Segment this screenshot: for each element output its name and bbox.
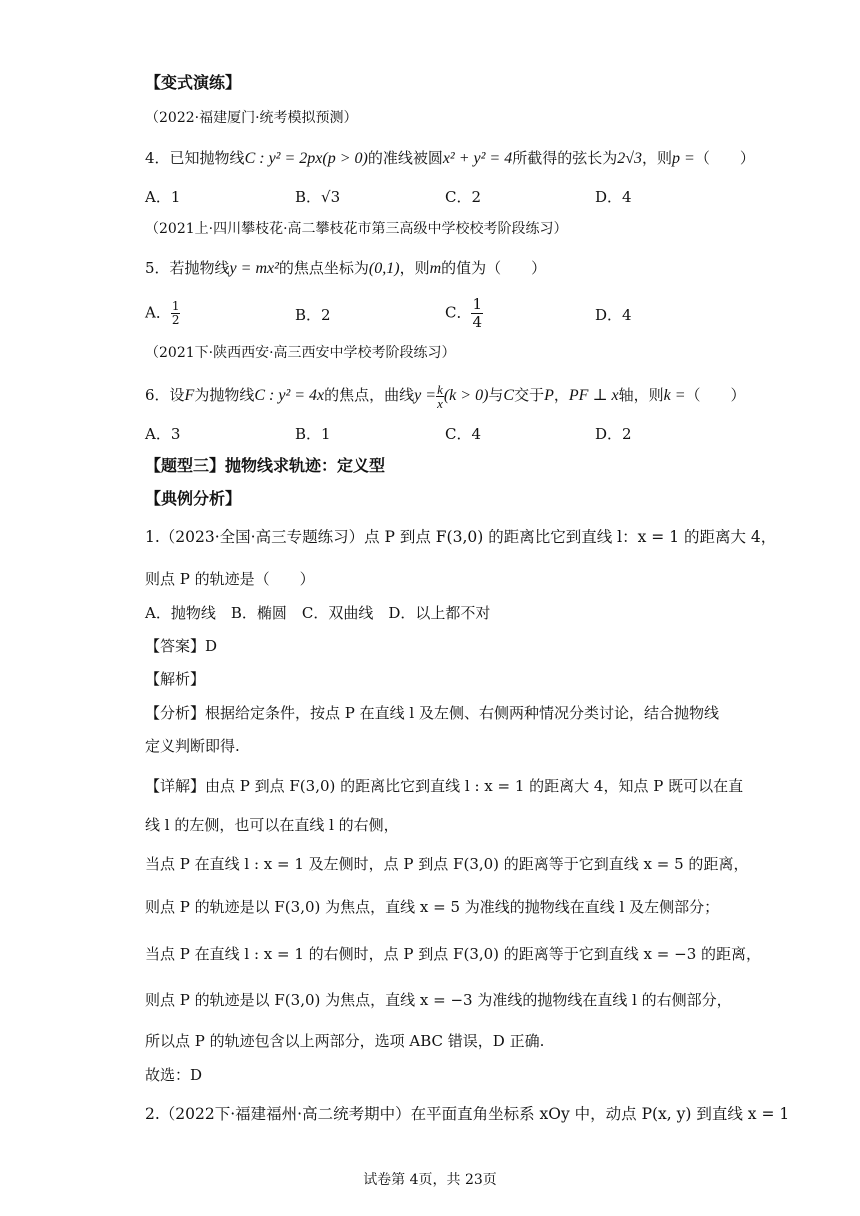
analysis-summary-line-2: 定义判断即得.: [145, 737, 240, 755]
q5-option-c-fraction: [471, 296, 483, 331]
detail-line-4: 则点 P 的轨迹是以 F(3,0) 为焦点，直线 x = 5 为准线的抛物线在直线 l 及左侧部分；: [145, 898, 720, 916]
q4-text-b: 的准线被圆: [367, 149, 443, 167]
example-2-line-1: 2.（2022下·福建福州·高二统考期中）在平面直角坐标系 xOy 中，动点 P(x, y) 到直线 x = 1: [145, 1105, 790, 1123]
q5-text-c: ，则: [399, 259, 430, 277]
q5-math-b: (0,1): [368, 260, 400, 277]
q6-text-h: （ ）: [685, 386, 746, 404]
q4-option-d: D．4: [595, 188, 632, 206]
detail-line-5: 当点 P 在直线 l : x = 1 的右侧时，点 P 到点 F(3,0) 的距离等于它到直线 x = −3 的距离，: [145, 945, 762, 963]
analysis-label: 【解析】: [145, 670, 206, 688]
q6-math-g: PF ⊥ x: [568, 387, 619, 404]
q6-text-d: 与: [488, 386, 504, 404]
q6-math-f: P: [544, 387, 554, 404]
q6-text-e: 交于: [514, 386, 545, 404]
section-variant-heading: 【变式演练】: [145, 73, 242, 92]
q5-source: （2021上·四川攀枝花·高二攀枝花市第三高级中学校校考阶段练习）: [145, 221, 568, 237]
q6-option-a: A．3: [145, 425, 181, 443]
q4-math-c: 2√3: [617, 150, 643, 167]
detail-line-7: 所以点 P 的轨迹包含以上两部分，选项 ABC 错误，D 正确.: [145, 1032, 545, 1050]
q5-math-a: y = mx²: [229, 260, 279, 277]
example-1-line-2: 则点 P 的轨迹是（ ）: [145, 570, 315, 588]
q5-text-a: 5．若抛物线: [145, 259, 230, 277]
fraction-denominator: 4: [472, 313, 483, 331]
q6-math-d: (k > 0): [443, 387, 489, 404]
q6-math-h: k =: [663, 387, 686, 404]
question-6: [145, 380, 746, 410]
q4-source: （2022·福建厦门·统考模拟预测）: [145, 110, 358, 126]
fraction-numerator: 1: [171, 299, 180, 313]
q4-text-a: 已知抛物线: [169, 149, 245, 167]
q6-text-g: 轴，则: [618, 386, 664, 404]
q6-math-a: F: [184, 387, 195, 404]
analysis-summary-line-1: 【分析】根据给定条件，按点 P 在直线 l 及左侧、右侧两种情况分类讨论，结合抛物线: [145, 704, 719, 722]
q6-math-b: C : y² = 4x: [254, 387, 325, 404]
q5-option-a-fraction: [171, 300, 181, 327]
q5-option-a: [145, 300, 180, 327]
fraction-numerator: k: [437, 381, 443, 397]
q6-source: （2021下·陕西西安·高三西安中学校考阶段练习）: [145, 345, 456, 361]
q5-math-c: m: [429, 260, 442, 277]
q5-option-c-label: C．: [445, 303, 472, 322]
q4-option-b: B．√3: [295, 188, 341, 206]
q4-number: 4．: [145, 149, 170, 167]
q6-math-e: C: [503, 387, 515, 404]
q6-text-b: 为抛物线: [194, 386, 255, 404]
q4-text-d: ，则: [642, 149, 673, 167]
q4-math-d: p =: [672, 150, 695, 167]
q5-option-c: [445, 296, 483, 331]
q4-math-b: x² + y² = 4: [442, 150, 513, 167]
fraction-denominator: 2: [171, 313, 180, 327]
detail-line-6: 则点 P 的轨迹是以 F(3,0) 为焦点，直线 x = −3 为准线的抛物线在直线 l 的右侧部分，: [145, 991, 732, 1009]
example-1-options: A．抛物线 B．椭圆 C．双曲线 D．以上都不对: [145, 604, 491, 622]
choose-answer: 故选：D: [145, 1066, 203, 1084]
question-4: [145, 148, 755, 169]
detail-line-3: 当点 P 在直线 l : x = 1 及左侧时，点 P 到点 F(3,0) 的距离等于它到直线 x = 5 的距离，: [145, 855, 749, 873]
q6-option-c: C．4: [445, 425, 482, 443]
page-footer: 试卷第 4页，共 23页: [363, 1172, 497, 1188]
q6-text-f: ，: [553, 386, 569, 404]
q6-fraction: [436, 383, 444, 410]
example-1-line-1: 1.（2023·全国·高三专题练习）点 P 到点 F(3,0) 的距离比它到直线 l：x = 1 的距离大 4，: [145, 528, 777, 546]
q5-text-b: 的焦点坐标为: [278, 259, 369, 277]
heading-example-analysis: 【典例分析】: [145, 489, 242, 508]
q4-option-a: A．1: [145, 188, 181, 206]
q4-math-a: C : y² = 2px(p > 0): [244, 150, 368, 167]
q4-option-c: C．2: [445, 188, 482, 206]
q4-text-e: （ ）: [694, 149, 755, 167]
q5-option-b: B．2: [295, 306, 331, 324]
q4-text-c: 所截得的弦长为: [512, 149, 618, 167]
fraction-denominator: x: [437, 395, 443, 411]
q6-option-d: D．2: [595, 425, 632, 443]
detail-line-2: 线 l 的左侧，也可以在直线 l 的右侧，: [145, 816, 399, 834]
q6-text-c: 的焦点，曲线: [324, 386, 415, 404]
q5-option-a-label: A．: [145, 303, 171, 322]
q5-text-d: 的值为（ ）: [441, 259, 547, 277]
heading-type-3: 【题型三】抛物线求轨迹：定义型: [145, 456, 386, 475]
question-5: [145, 258, 546, 279]
detail-line-1: 【详解】由点 P 到点 F(3,0) 的距离比它到直线 l : x = 1 的距离大 4，知点 P 既可以在直: [145, 777, 744, 795]
q6-option-b: B．1: [295, 425, 331, 443]
fraction-numerator: 1: [472, 295, 483, 313]
q6-text-a: 6．设: [145, 386, 185, 404]
q5-option-d: D．4: [595, 306, 632, 324]
q6-math-c: y =: [414, 387, 437, 404]
answer: 【答案】D: [145, 637, 218, 655]
